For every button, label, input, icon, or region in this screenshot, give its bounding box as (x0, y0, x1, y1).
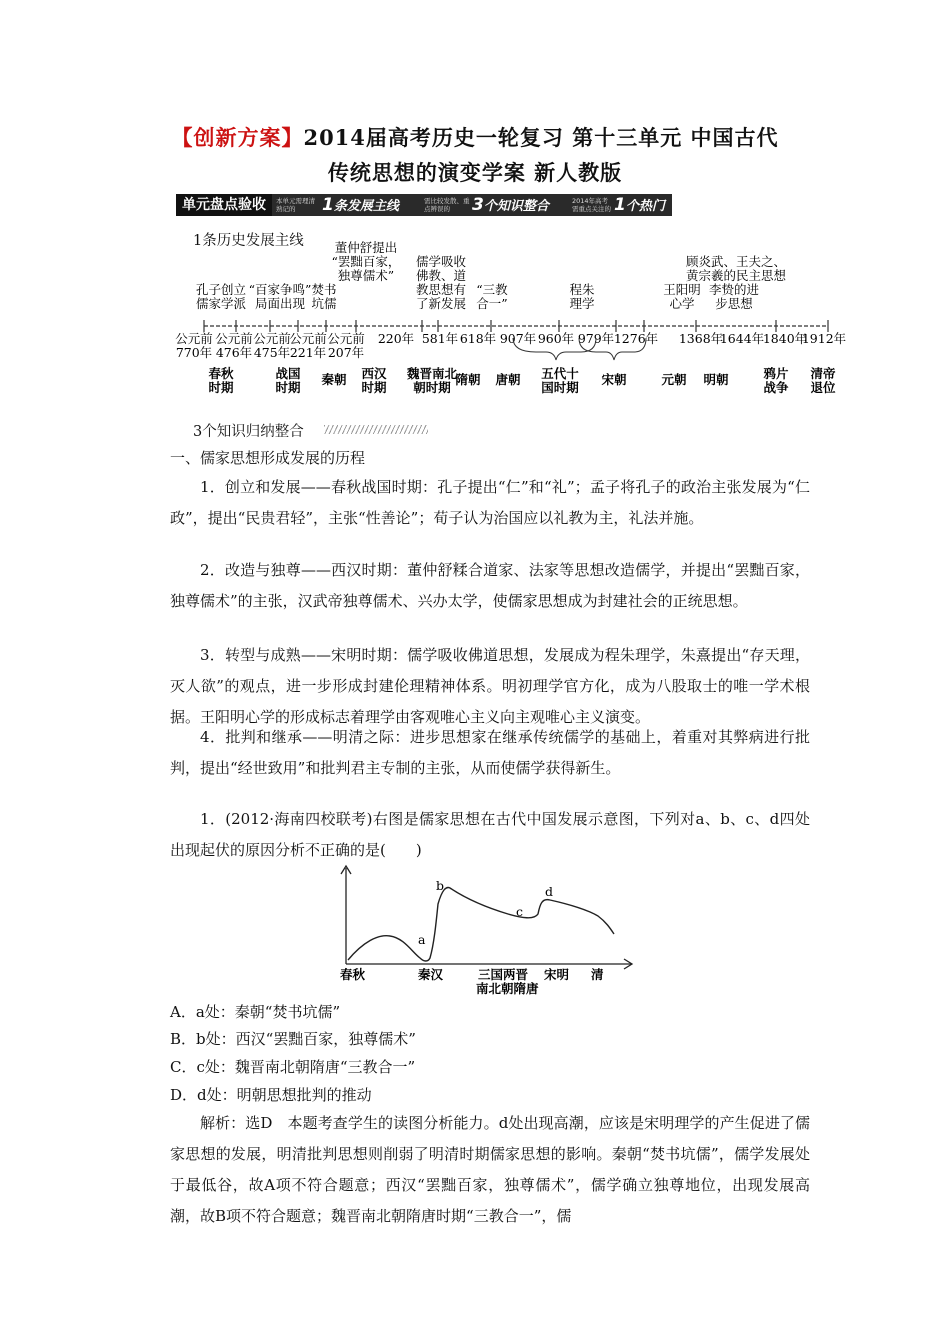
hatch-decoration (324, 425, 428, 434)
timeline-event-6: 程朱理学 (569, 282, 595, 311)
chart-curve (348, 888, 614, 961)
analysis-text: 解析：选D 本题考查学生的读图分析能力。d处出现高潮，应该是宋明理学的产生促进了儒家思想的发展，明清批判思想则削弱了明清时期儒家思想的影响。秦朝“焚书坑儒”，儒学发展处于最低谷，故A项不符合题意；西汉“罢黜百家，独尊儒术”，儒学确立独尊地位，出现发展高潮，故B项不符合题意；魏晋南北朝隋唐时期“三教合一”，儒 (170, 1114, 810, 1225)
banner-knowledge: 3个知识整合 (472, 195, 549, 215)
timeline-period-12: 清帝退位 (810, 366, 836, 395)
paragraph-1: 1．创立和发展——春秋战国时期：孔子提出“仁”和“礼”；孟子将孔子的政治主张发展为“仁政”，提出“民贵君轻”，主张“性善论”；荀子认为治国应以礼教为主，礼法并施。 (170, 478, 810, 527)
option-d: D．d处：明朝思想批判的推动 (170, 1086, 372, 1104)
paragraph-4: 4．批判和继承——明清之际：进步思想家在继承传统儒学的基础上，着重对其弊病进行批判，提出“经世致用”和批判君主专制的主张，从而使儒学获得新生。 (170, 728, 810, 777)
option-c: C．c处：魏晋南北朝隋唐“三教合一” (170, 1058, 416, 1076)
title-prefix: 【创新方案】 (171, 125, 304, 150)
title-text: 2014届高考历史一轮复习 第十三单元 中国古代 (303, 125, 779, 150)
timeline-year-13: 1644年 (719, 331, 765, 346)
timeline-event-1: “百家争鸣”局面出现 (248, 282, 312, 311)
timeline-event-8a: 顾炎武、王夫之、黄宗羲的民主思想 (685, 254, 787, 283)
timeline-year-9: 960年 (537, 331, 575, 346)
section-mainline-title: 1条历史发展主线 (193, 233, 304, 249)
timeline-event-4: 儒学吸收佛教、道教思想有了新发展 (415, 254, 467, 311)
timeline-period-4: 魏晋南北朝时期 (406, 366, 458, 395)
chart-point-d: d (545, 884, 554, 899)
timeline-period-0: 春秋时期 (208, 366, 234, 395)
heading-confucian-history: 一、儒家思想形成发展的历程 (170, 449, 366, 467)
timeline-years (175, 331, 846, 360)
chart-x-label-qing: 清 (591, 967, 604, 982)
timeline-year-1: 公元前 476年 (215, 331, 253, 360)
timeline-period-5: 隋朝 (455, 372, 481, 387)
timeline-event-7: 王阳明心学 (663, 282, 701, 311)
timeline-event-8b: 李贽的进步思想 (708, 282, 760, 311)
option-a: A．a处：秦朝“焚书坑儒” (170, 1003, 341, 1021)
timeline-year-11: 1276年 (613, 331, 659, 346)
timeline-period-7: 五代十国时期 (541, 366, 579, 395)
page-title-line2: 传统思想的演变学案 新人教版 (327, 160, 623, 185)
question-stem: 1．(2012·海南四校联考)右图是儒家思想在古代中国发展示意图，下列对a、b、c、d四处出现起伏的原因分析不正确的是( ) (170, 810, 810, 859)
timeline-year-7: 618年 (459, 331, 497, 346)
timeline-year-14: 1840年 (762, 331, 808, 346)
timeline-year-2: 公元前 475年 (253, 331, 291, 360)
timeline-year-0: 公元前 770年 (175, 331, 213, 360)
chart-x-label-chunqiu: 春秋 (340, 967, 366, 982)
chart-x-label-sanguo: 三国两晋 (478, 967, 529, 982)
chart-x-label-songming: 宋明 (544, 967, 570, 982)
timeline-year-4: 公元前 207年 (327, 331, 365, 360)
banner-note-2: 需比较发散、重点辨误的 (424, 197, 470, 213)
timeline-event-0: 孔子创立儒家学派 (195, 282, 247, 311)
banner-head: 单元盘点验收 (176, 194, 272, 216)
timeline-event-5: “三教合一” (476, 282, 508, 311)
timeline-period-6: 唐朝 (495, 372, 521, 387)
chart-x-label-qinhan: 秦汉 (418, 967, 444, 982)
timeline-period-10: 明朝 (703, 372, 729, 387)
timeline-year-3: 公元前 221年 (289, 331, 327, 360)
timeline-event-2: 焚书坑儒 (311, 282, 337, 311)
confucian-development-chart (338, 864, 638, 996)
timeline-year-12: 1368年 (678, 331, 724, 346)
section-knowledge-title: 3个知识归纳整合 (193, 424, 304, 440)
chart-point-c: c (516, 904, 524, 919)
timeline-period-11: 鸦片战争 (763, 366, 789, 395)
banner-mainline: 1条发展主线 (322, 195, 399, 215)
timeline-periods (208, 366, 836, 395)
banner-note-3: 2014年高考需重点关注的 (572, 197, 611, 213)
timeline-events (196, 240, 787, 311)
timeline-period-2: 秦朝 (321, 372, 347, 387)
unit-review-banner (176, 194, 672, 236)
timeline-period-3: 西汉时期 (361, 366, 387, 395)
timeline-event-3: 董仲舒提出“罢黜百家，独尊儒术” (331, 240, 401, 283)
timeline-year-5: 220年 (377, 331, 415, 346)
timeline-period-1: 战国时期 (275, 366, 301, 395)
chart-x-label-nanbeichao: 南北朝隋唐 (476, 981, 539, 996)
timeline-year-8: 907年 (499, 331, 537, 346)
page-title-line1 (0, 122, 950, 152)
timeline-year-15: 1912年 (801, 331, 847, 346)
timeline-year-10: 979年 (577, 331, 615, 346)
option-b: B．b处：西汉“罢黜百家，独尊儒术” (170, 1030, 416, 1048)
paragraph-2: 2．改造与独尊——西汉时期：董仲舒糅合道家、法家等思想改造儒学，并提出“罢黜百家，独尊儒术”的主张，汉武帝独尊儒术、兴办太学，使儒家思想成为封建社会的正统思想。 (170, 561, 810, 610)
timeline-year-6: 581年 (421, 331, 459, 346)
timeline-period-9: 元朝 (661, 372, 687, 387)
banner-hotspot: 1个热门考点 (614, 195, 665, 236)
chart-point-a: a (418, 932, 426, 947)
paragraph-3: 3．转型与成熟——宋明时期：儒学吸收佛道思想，发展成为程朱理学，朱熹提出“存天理，灭人欲”的观点，进一步形成封建伦理精神体系。明初理学官方化，成为八股取士的唯一学术根据。王阳明心学的形成标志着理学由客观唯心主义向主观唯心主义演变。 (170, 646, 810, 726)
chart-point-b: b (436, 878, 445, 893)
banner-note-1: 本单元需理清熟记的 (276, 197, 315, 213)
timeline-period-8: 宋朝 (601, 372, 627, 387)
